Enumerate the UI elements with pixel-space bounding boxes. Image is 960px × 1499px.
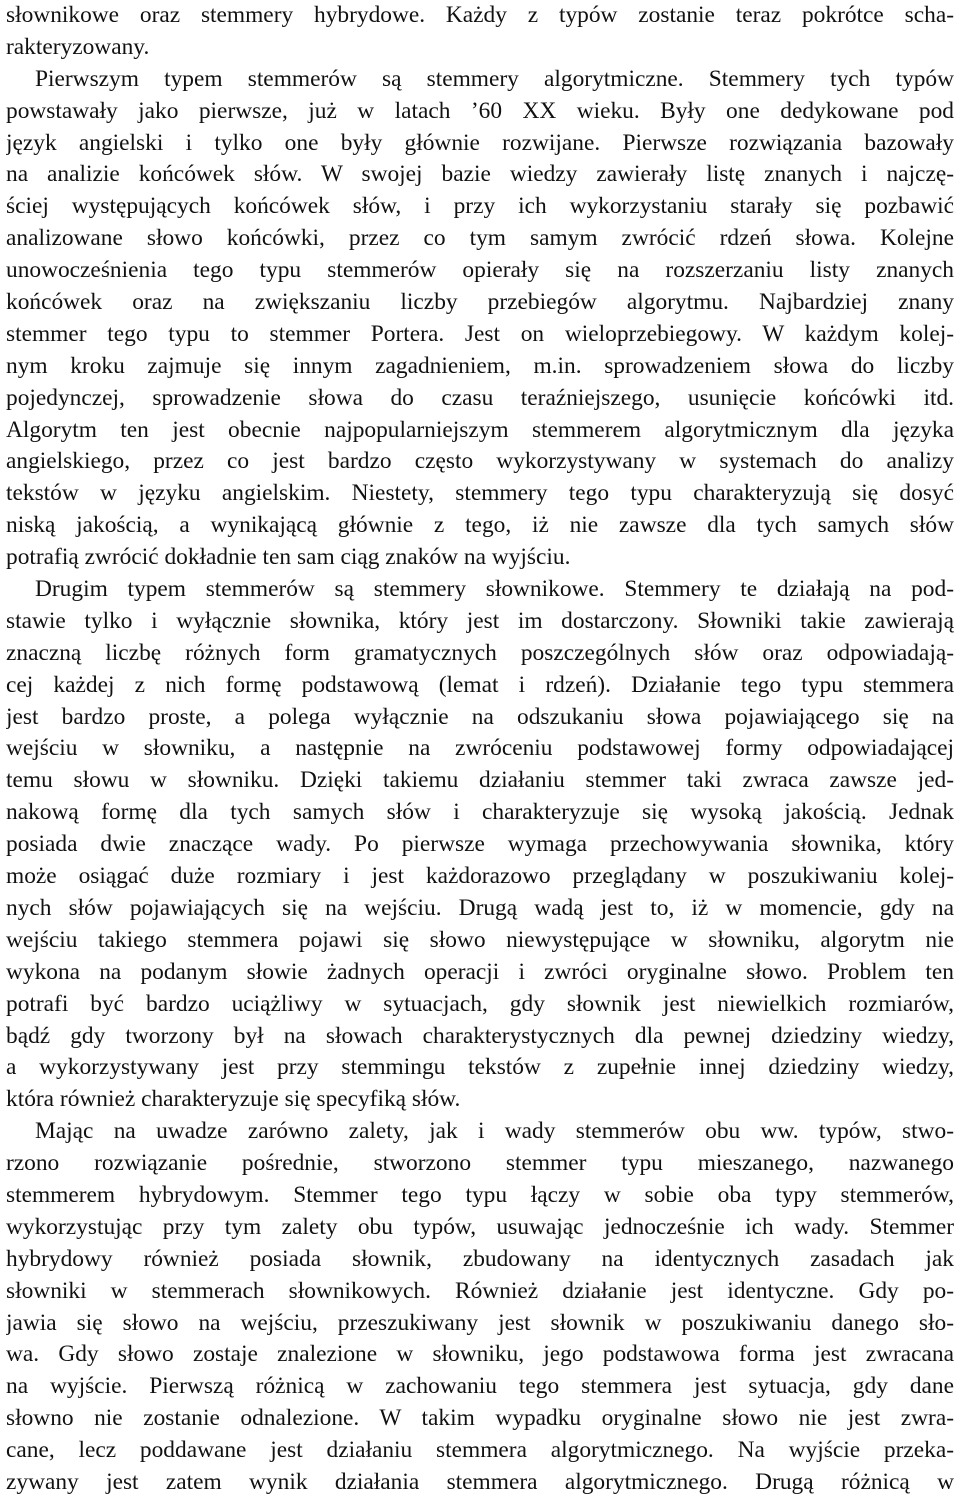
- text-line: wa. Gdy słowo zostaje znalezione w słowniku, jego podstawowa forma jest zwracana: [6, 1341, 954, 1368]
- text-line: hybrydowy również posiada słownik, zbudowany na identycznych zasadach jak: [6, 1245, 954, 1272]
- text-line: wejściu w słowniku, a następnie na zwróceniu podstawowej formy odpowiadającej: [6, 735, 954, 762]
- text-line: stawie tylko i wyłącznie słownika, który jest im dostarczony. Słowniki takie zawierają: [6, 607, 954, 634]
- text-line: tekstów w języku angielskim. Niestety, stemmery tego typu charakteryzują się dosyć: [6, 480, 954, 507]
- document-page: [6, 0, 954, 1499]
- text-line: nym kroku zajmuje się innym zagadnieniem, m.in. sprowadzeniem słowa do liczby: [6, 352, 954, 379]
- text-line: która również charakteryzuje się specyfiką słów.: [6, 1086, 461, 1113]
- text-line: znaczną liczbę różnych form gramatycznych poszczególnych słów oraz odpowiadają-: [6, 639, 954, 666]
- text-line: słowniki w stemmerach słownikowych. Również działanie jest identyczne. Gdy po-: [6, 1277, 954, 1304]
- text-line: wykorzystując przy tym zalety obu typów, usuwając jednocześnie ich wady. Stemmer: [6, 1213, 954, 1240]
- text-line: potrafią zwrócić dokładnie ten sam ciąg znaków na wyjściu.: [6, 544, 571, 571]
- text-line: bądź gdy tworzony był na słowach charakterystycznych dla pewnej dziedziny wiedzy,: [6, 1022, 954, 1049]
- text-line: jawia się słowo na wejściu, przeszukiwany jest słownik w poszukiwaniu danego sło-: [6, 1309, 954, 1336]
- text-line: rzono rozwiązanie pośrednie, stworzono stemmer typu mieszanego, nazwanego: [6, 1150, 954, 1177]
- text-line: analizowane słowo końcówki, przez co tym samym zwrócić rdzeń słowa. Kolejne: [6, 225, 954, 252]
- text-line: a wykorzystywany jest przy stemmingu tekstów z zupełnie innej dziedziny wiedzy,: [6, 1054, 954, 1081]
- text-line: potrafi być bardzo uciążliwy w sytuacjach, gdy słownik jest niewielkich rozmiarów,: [6, 990, 954, 1017]
- text-line: Algorytm ten jest obecnie najpopularniejszym stemmerem algorytmicznym dla języka: [6, 416, 954, 443]
- text-line: stemmer tego typu to stemmer Portera. Jest on wieloprzebiegowy. W każdym kolej-: [6, 320, 954, 347]
- text-line: pojedynczej, sprowadzenie słowa do czasu teraźniejszego, usunięcie końcówki itd.: [6, 384, 954, 411]
- text-line: na analizie końcówek słów. W swojej bazie wiedzy zawierały listę znanych i najczę-: [6, 161, 954, 188]
- text-line: może osiągać duże rozmiary i jest każdorazowo przeglądany w poszukiwaniu kolej-: [6, 863, 954, 890]
- text-line: wykona na podanym słowie żadnych operacji i zwróci oryginalne słowo. Problem ten: [6, 958, 954, 985]
- text-line: Drugim typem stemmerów są stemmery słownikowe. Stemmery te działają na pod-: [35, 576, 954, 603]
- text-line: niską jakością, a wynikającą głównie z tego, iż nie zawsze dla tych samych słów: [6, 512, 954, 539]
- text-line: cane, lecz poddawane jest działaniu stemmera algorytmicznego. Na wyjście przeka-: [6, 1437, 954, 1464]
- text-line: jest bardzo proste, a polega wyłącznie na odszukaniu słowa pojawiającego się na: [6, 703, 954, 730]
- text-line: nakową formę dla tych samych słów i charakteryzuje się wysoką jakością. Jednak: [6, 799, 954, 826]
- text-line: powstawały jako pierwsze, już w latach ’60 XX wieku. Były one dedykowane pod: [6, 97, 954, 124]
- text-line: temu słowu w słowniku. Dzięki takiemu działaniu stemmer taki zwraca zawsze jed-: [6, 767, 954, 794]
- text-line: końcówek oraz na zwiększaniu liczby przebiegów algorytmu. Najbardziej znany: [6, 289, 954, 316]
- text-line: angielskiego, przez co jest bardzo często wykorzystywany w systemach do analizy: [6, 448, 954, 475]
- text-line: słowno nie zostanie odnalezione. W takim wypadku oryginalne słowo nie jest zwra-: [6, 1405, 954, 1432]
- text-line: stemmerem hybrydowym. Stemmer tego typu łączy w sobie oba typy stemmerów,: [6, 1181, 954, 1208]
- text-line: zywany jest zatem wynik działania stemmera algorytmicznego. Drugą różnicą w: [6, 1468, 954, 1495]
- text-line: słownikowe oraz stemmery hybrydowe. Każdy z typów zostanie teraz pokrótce scha-: [6, 2, 954, 28]
- text-line: język angielski i tylko one były głównie rozwijane. Pierwsze rozwiązania bazowały: [6, 129, 954, 156]
- text-line: wejściu takiego stemmera pojawi się słowo niewystępujące w słowniku, algorytm nie: [6, 926, 954, 953]
- text-line: Pierwszym typem stemmerów są stemmery algorytmiczne. Stemmery tych typów: [35, 65, 954, 92]
- text-line: cej każdej z nich formę podstawową (lemat i rdzeń). Działanie tego typu stemmera: [6, 671, 954, 698]
- text-line: rakteryzowany.: [6, 33, 150, 60]
- text-line: Mając na uwadze zarówno zalety, jak i wady stemmerów obu ww. typów, stwo-: [35, 1118, 954, 1145]
- text-line: ściej występujących końcówek słów, i przy ich wykorzystaniu starały się pozbawić: [6, 193, 954, 220]
- text-line: unowocześnienia tego typu stemmerów opierały się na rozszerzaniu listy znanych: [6, 257, 954, 284]
- text-line: nych słów pojawiających się na wejściu. Drugą wadą jest to, iż w momencie, gdy na: [6, 894, 954, 921]
- text-line: posiada dwie znaczące wady. Po pierwsze wymaga przechowywania słownika, który: [6, 831, 954, 858]
- text-line: na wyjście. Pierwszą różnicą w zachowaniu tego stemmera jest sytuacja, gdy dane: [6, 1373, 954, 1400]
